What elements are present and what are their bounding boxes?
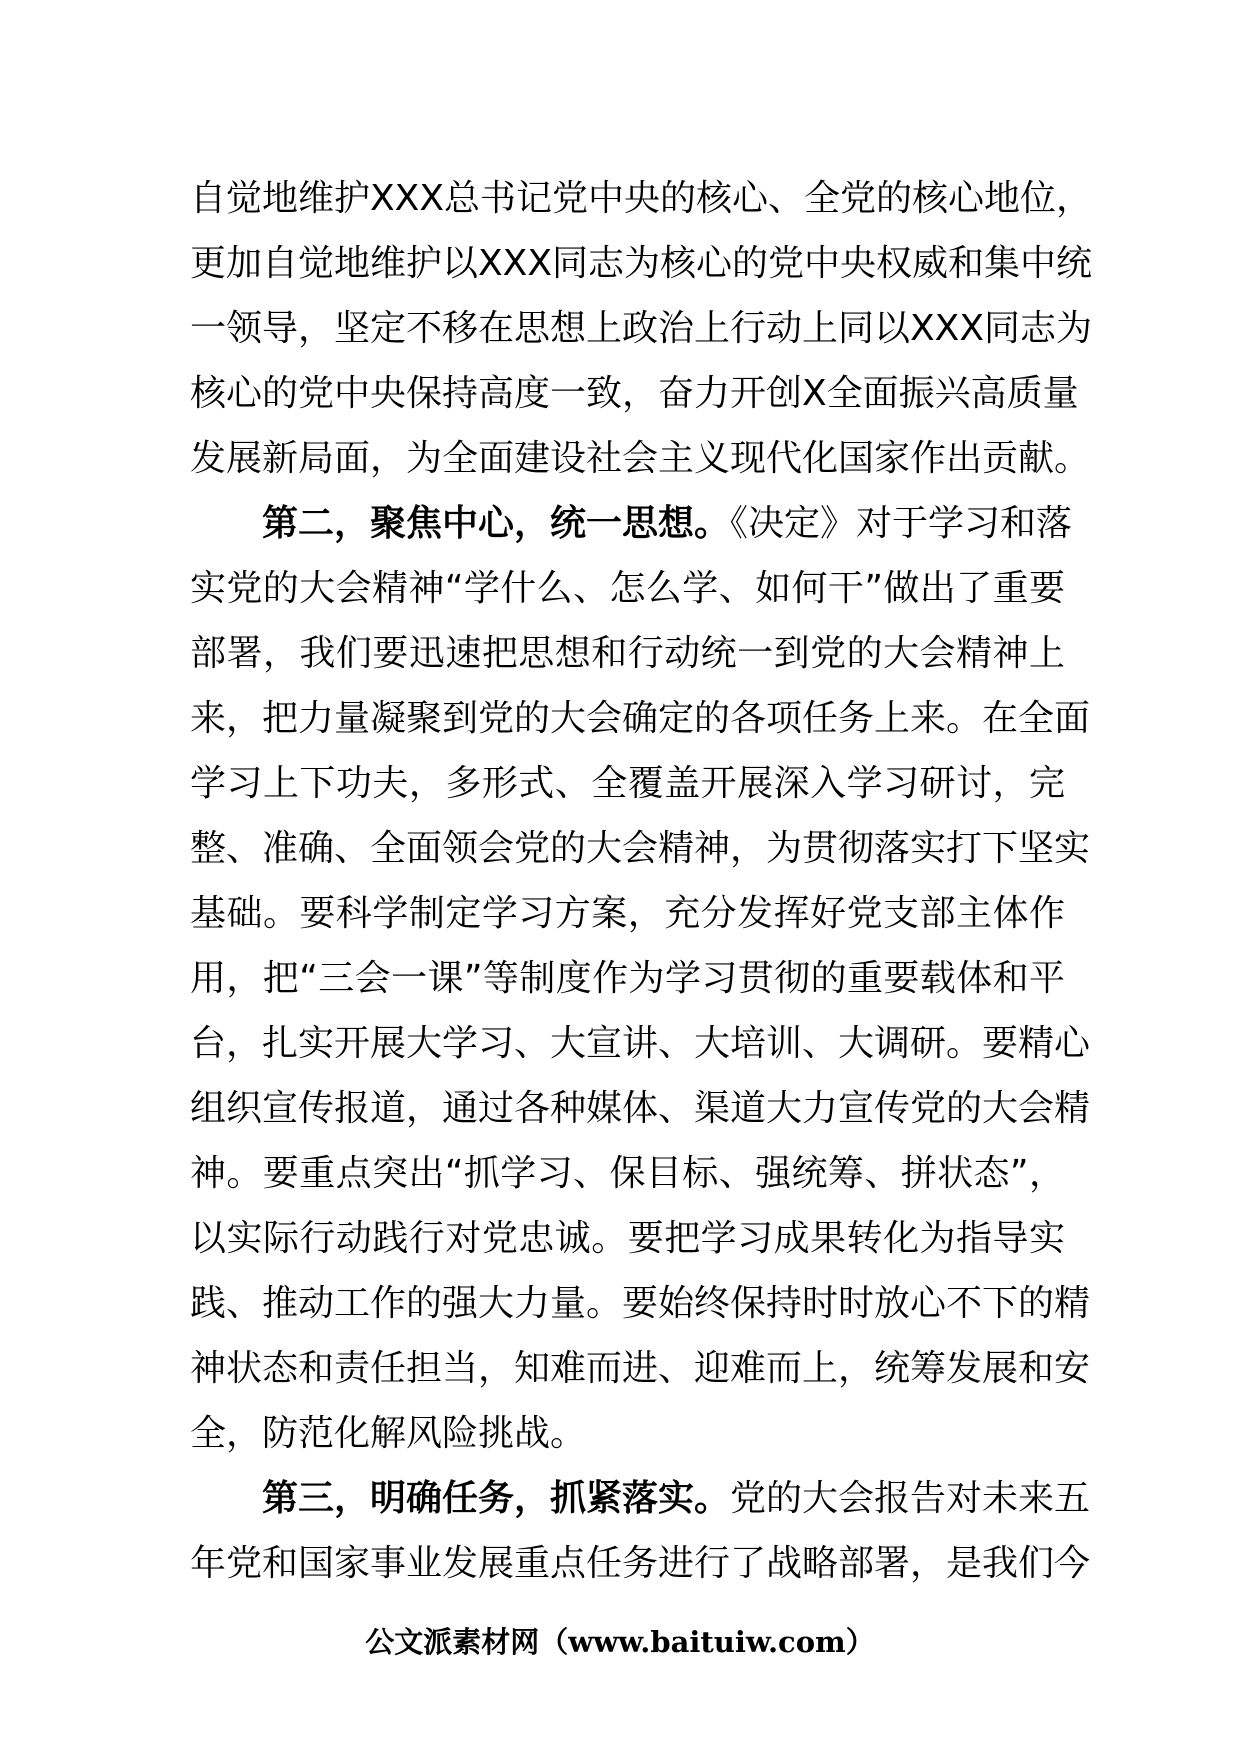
text-line: 用，把“三会一课”等制度作为学习贯彻的重要载体和平: [190, 958, 1065, 999]
text-line: 践、推动工作的强大力量。要始终保持时时放心不下的精: [190, 1283, 1091, 1324]
text-line: 部署，我们要迅速把思想和行动统一到党的大会精神上: [190, 633, 1065, 674]
text-line: 《决定》对于学习和落: [730, 503, 1073, 544]
text-line: 实党的大会精神“学什么、怎么学、如何干”做出了重要: [190, 568, 1065, 609]
text-line: 神。要重点突出“抓学习、保目标、强统筹、拼状态”，: [190, 1153, 1065, 1194]
text-line: 基础。要科学制定学习方案，充分发挥好党支部主体作: [190, 893, 1065, 934]
text-line: 年党和国家事业发展重点任务进行了战略部署，是我们今: [190, 1543, 1091, 1584]
text-line: 全，防范化解风险挑战。: [190, 1413, 587, 1454]
paragraph-heading: 第二，聚焦中心，统一思想。: [262, 503, 731, 544]
text-line: 以实际行动践行对党忠诚。要把学习成果转化为指导实: [190, 1218, 1065, 1259]
text-line: 整、准确、全面领会党的大会精神，为贯彻落实打下坚实: [190, 828, 1091, 869]
text-line: 学习上下功夫，多形式、全覆盖开展深入学习研讨，完: [190, 763, 1065, 804]
footer-watermark: 公文派素材网（www.baituiw.com）: [365, 1625, 875, 1659]
paragraph-heading: 第三，明确任务，抓紧落实。: [262, 1478, 731, 1519]
text-line: 神状态和责任担当，知难而进、迎难而上，统筹发展和安: [190, 1348, 1091, 1389]
text-line: 更加自觉地维护以XXX同志为核心的党中央权威和集中统: [190, 243, 1092, 284]
text-line: 自觉地维护XXX总书记党中央的核心、全党的核心地位，: [190, 178, 1092, 219]
text-line: 党的大会报告对未来五: [730, 1478, 1091, 1519]
body-text: [190, 166, 1092, 1596]
text-line: 来，把力量凝聚到党的大会确定的各项任务上来。在全面: [190, 698, 1091, 739]
text-line: 核心的党中央保持高度一致，奋力开创X全面振兴高质量: [190, 373, 1079, 414]
text-line: 发展新局面，为全面建设社会主义现代化国家作出贡献。: [190, 438, 1091, 479]
paragraph-first-line: [190, 1466, 1091, 1531]
text-line: 组织宣传报道，通过各种媒体、渠道大力宣传党的大会精: [190, 1088, 1091, 1129]
paragraph-first-line: [190, 491, 1073, 556]
text-line: 台，扎实开展大学习、大宣讲、大培训、大调研。要精心: [190, 1023, 1091, 1064]
text-line: 一领导，坚定不移在思想上政治上行动上同以XXX同志为: [190, 308, 1092, 349]
